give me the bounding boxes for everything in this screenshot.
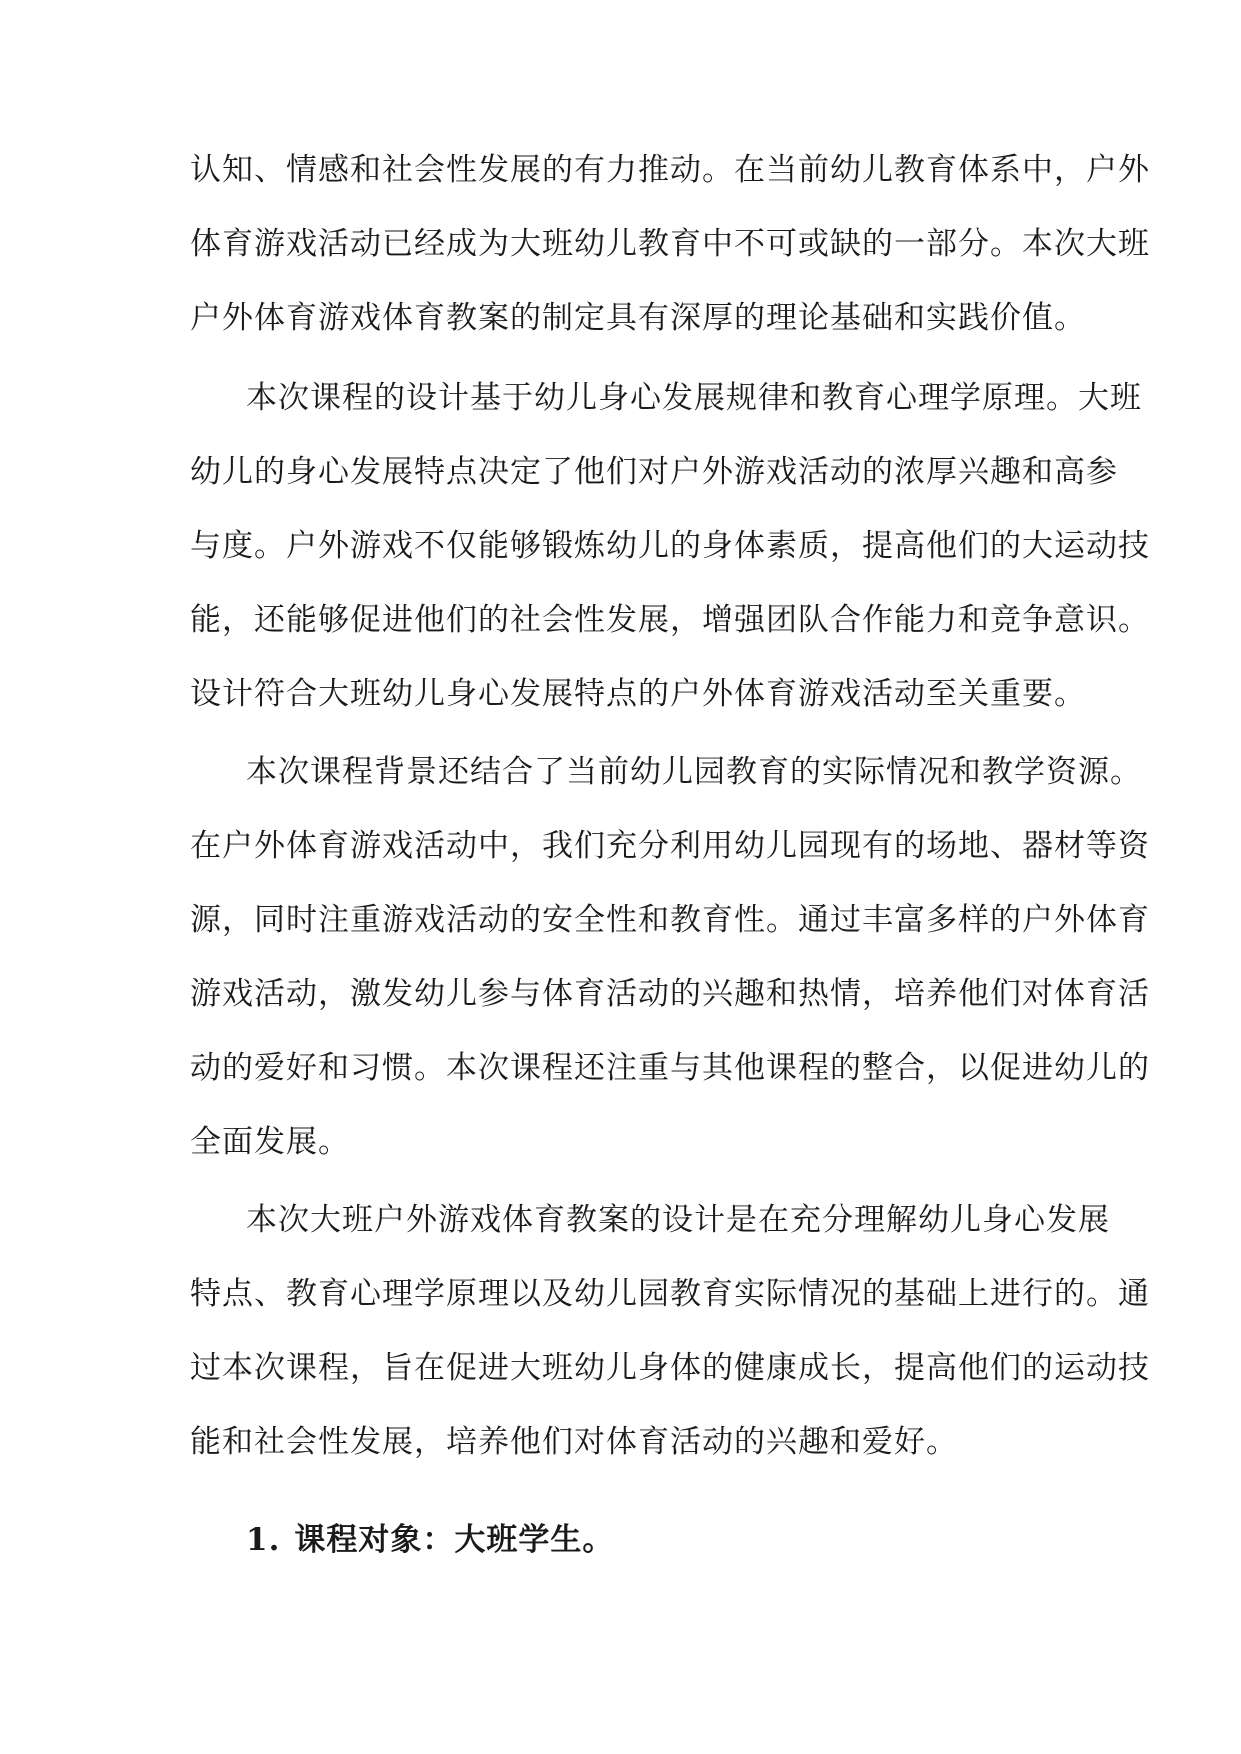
heading-number: 1. bbox=[246, 1522, 281, 1558]
paragraph-line: 与度。户外游戏不仅能够锻炼幼儿的身体素质，提高他们的大运动技 bbox=[190, 528, 1150, 564]
paragraph-line: 源，同时注重游戏活动的安全性和教育性。通过丰富多样的户外体育 bbox=[190, 902, 1150, 938]
paragraph-line: 设计符合大班幼儿身心发展特点的户外体育游戏活动至关重要。 bbox=[190, 676, 1086, 712]
paragraph-line: 游戏活动，激发幼儿参与体育活动的兴趣和热情，培养他们对体育活 bbox=[190, 976, 1150, 1012]
paragraph-line: 在户外体育游戏活动中，我们充分利用幼儿园现有的场地、器材等资 bbox=[190, 828, 1150, 864]
heading-text: 课程对象：大班学生。 bbox=[294, 1522, 615, 1558]
paragraph-line: 幼儿的身心发展特点决定了他们对户外游戏活动的浓厚兴趣和高参 bbox=[190, 454, 1118, 490]
paragraph-line: 动的爱好和习惯。本次课程还注重与其他课程的整合，以促进幼儿的 bbox=[190, 1050, 1150, 1086]
paragraph-line: 户外体育游戏体育教案的制定具有深厚的理论基础和实践价值。 bbox=[190, 300, 1086, 336]
paragraph-line: 体育游戏活动已经成为大班幼儿教育中不可或缺的一部分。本次大班 bbox=[190, 226, 1150, 262]
paragraph-line: 特点、教育心理学原理以及幼儿园教育实际情况的基础上进行的。通 bbox=[190, 1276, 1150, 1312]
paragraph-line: 本次课程背景还结合了当前幼儿园教育的实际情况和教学资源。 bbox=[246, 754, 1142, 790]
paragraph-line: 本次课程的设计基于幼儿身心发展规律和教育心理学原理。大班 bbox=[246, 380, 1142, 416]
paragraph-line: 能和社会性发展，培养他们对体育活动的兴趣和爱好。 bbox=[190, 1424, 958, 1460]
paragraph-line: 本次大班户外游戏体育教案的设计是在充分理解幼儿身心发展 bbox=[246, 1202, 1110, 1238]
section-heading bbox=[246, 1520, 614, 1560]
paragraph-line: 过本次课程，旨在促进大班幼儿身体的健康成长，提高他们的运动技 bbox=[190, 1350, 1150, 1386]
paragraph-line: 认知、情感和社会性发展的有力推动。在当前幼儿教育体系中，户外 bbox=[190, 152, 1150, 188]
paragraph-line: 全面发展。 bbox=[190, 1124, 350, 1160]
paragraph-line: 能，还能够促进他们的社会性发展，增强团队合作能力和竞争意识。 bbox=[190, 602, 1150, 638]
